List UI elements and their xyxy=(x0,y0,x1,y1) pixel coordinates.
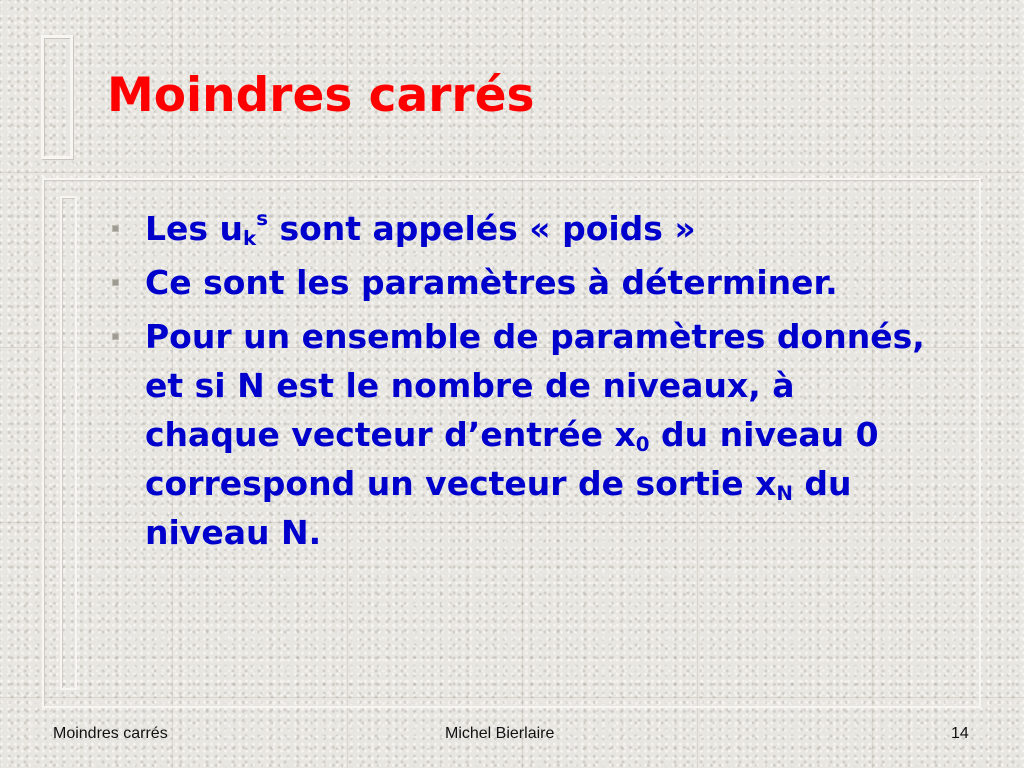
content-decoration-bar xyxy=(60,196,77,690)
bullet-text xyxy=(145,317,925,552)
bullet-item xyxy=(108,204,938,253)
text-run: Les u xyxy=(145,209,244,248)
text-run: Pour un ensemble de paramètres donnés, et si N est le nombre de niveaux, à chaque vecteur d’entrée x xyxy=(145,317,925,454)
bullet-item xyxy=(108,258,938,307)
page-number: 14 xyxy=(951,725,969,742)
bullet-text xyxy=(145,263,838,302)
bullet-item xyxy=(108,312,938,557)
text-run: Ce sont les paramètres à déterminer. xyxy=(145,263,838,302)
subscript: k xyxy=(243,226,257,250)
square-bullet-icon xyxy=(112,225,119,232)
superscript: s xyxy=(256,207,268,231)
square-bullet-icon xyxy=(112,333,119,340)
bullet-list xyxy=(108,204,938,562)
text-run: du niveau 0 correspond un vecteur de sortie x xyxy=(145,415,879,503)
subscript: 0 xyxy=(635,432,650,456)
footer-title: Moindres carrés xyxy=(53,725,168,742)
title-decoration-frame xyxy=(41,35,73,159)
square-bullet-icon xyxy=(112,279,119,286)
footer-author: Michel Bierlaire xyxy=(445,725,555,742)
text-run: du niveau N. xyxy=(145,464,852,552)
bullet-text xyxy=(145,209,696,248)
text-run: sont appelés « poids » xyxy=(267,209,696,248)
subscript: N xyxy=(776,481,793,505)
slide-title: Moindres carrés xyxy=(107,68,535,123)
